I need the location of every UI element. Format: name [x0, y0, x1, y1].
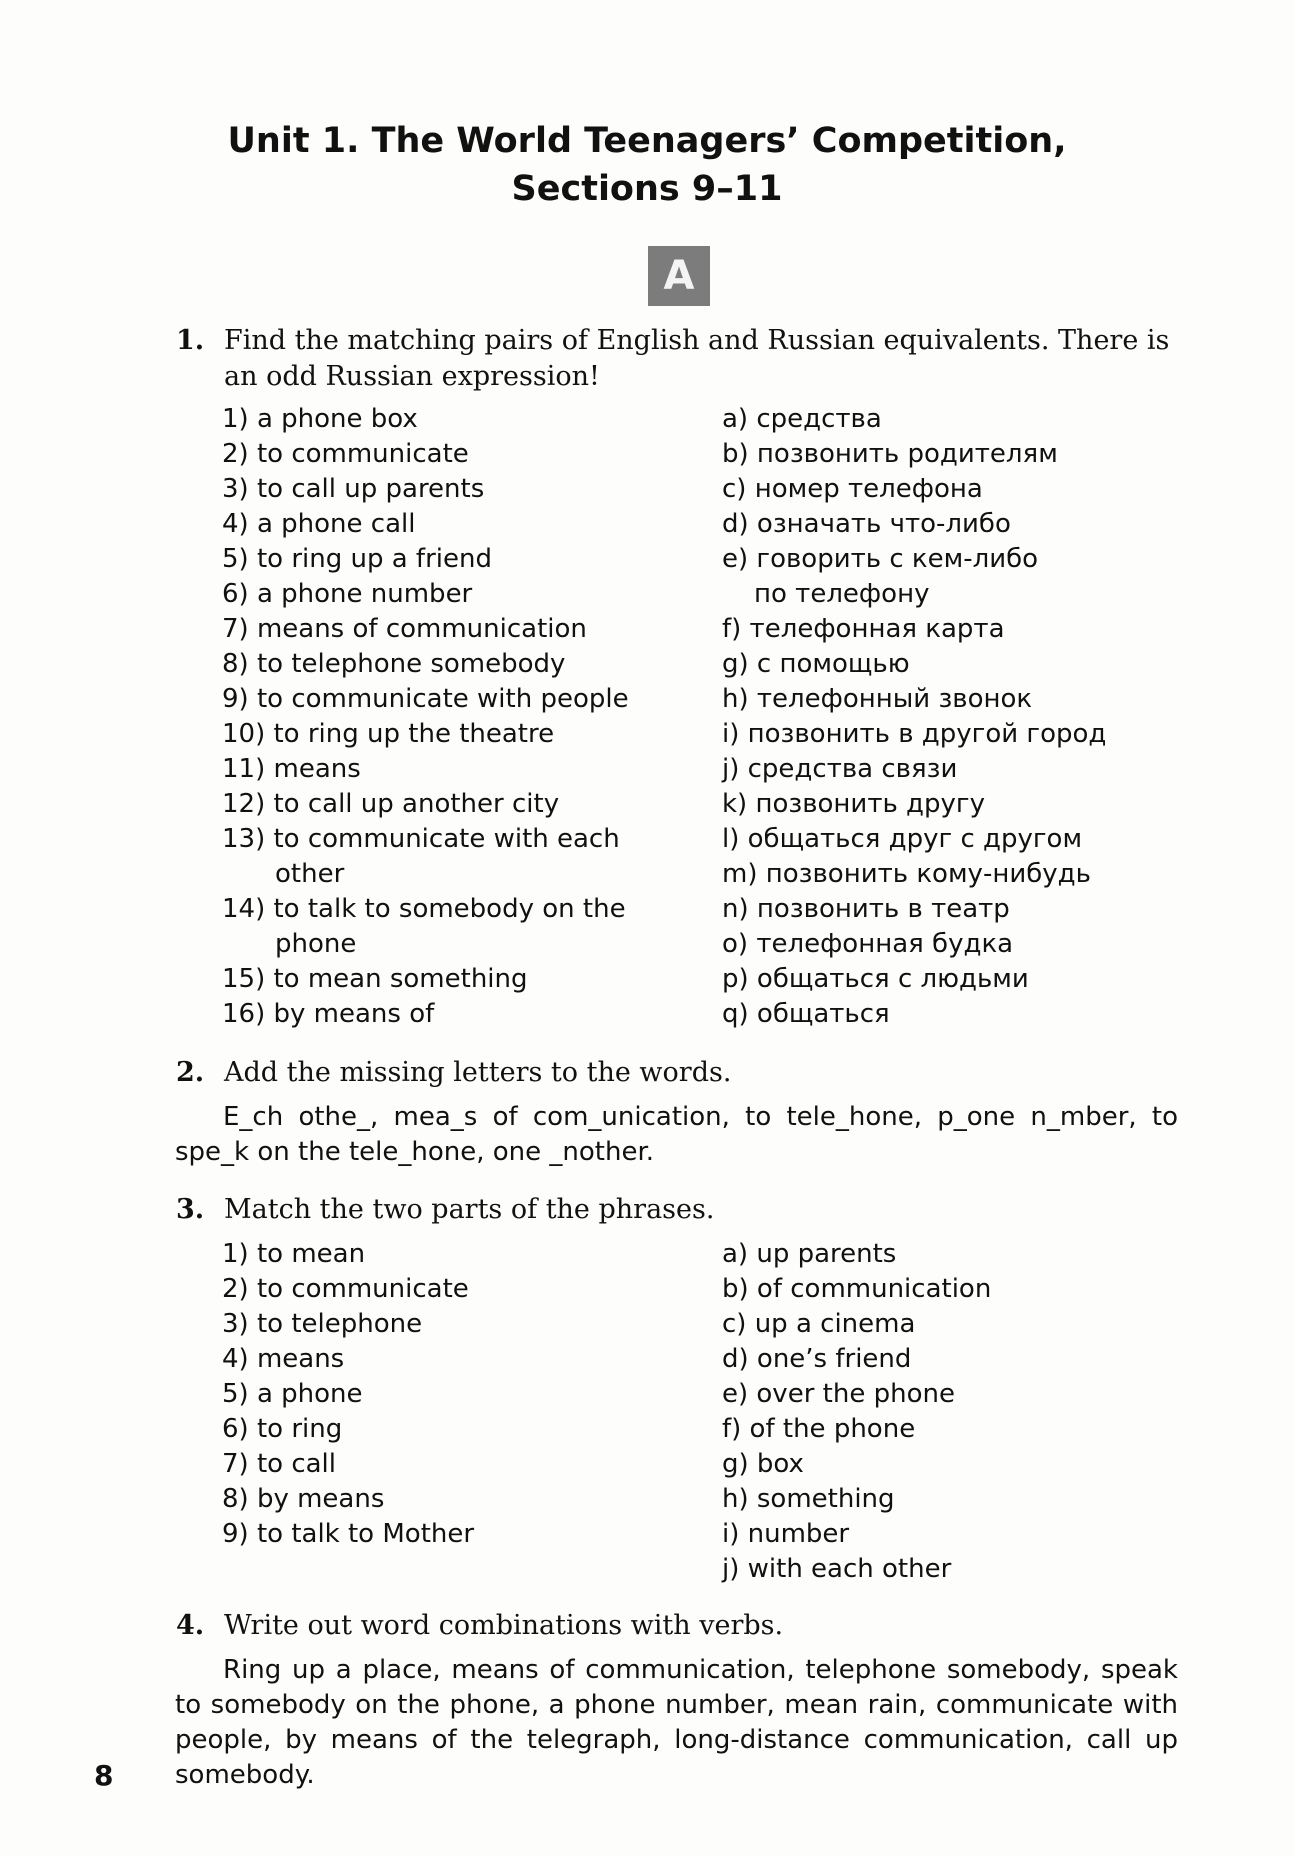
- list-item: q) общаться: [722, 999, 890, 1029]
- list-item: d) означать что-либо: [722, 509, 1011, 539]
- ex4-number: 4.: [176, 1610, 205, 1641]
- list-item: m) позвонить кому-нибудь: [722, 859, 1091, 889]
- ex4-text: Ring up a place, means of communication, telephone somebody, speak to somebody on the phone, a phone number, mean rain, communicate with people, by means of the telegraph, long-distance communication, call up somebody.: [175, 1655, 1178, 1790]
- list-item: i) number: [722, 1519, 850, 1549]
- list-item: 10) to ring up the theatre: [222, 719, 555, 749]
- list-item: b) of communication: [722, 1274, 992, 1304]
- list-item: j) средства связи: [722, 754, 958, 784]
- list-item: c) up a cinema: [722, 1309, 916, 1339]
- list-item: 8) by means: [222, 1484, 385, 1514]
- list-item: 6) a phone number: [222, 579, 473, 609]
- list-item-continuation: по телефону: [754, 579, 930, 609]
- list-item-continuation: other: [275, 859, 345, 889]
- list-item: f) телефонная карта: [722, 614, 1005, 644]
- list-item: 14) to talk to somebody on the: [222, 894, 626, 924]
- list-item-continuation: phone: [275, 929, 357, 959]
- list-item: 15) to mean something: [222, 964, 528, 994]
- ex4-instruction: Write out word combinations with verbs.: [224, 1610, 784, 1641]
- unit-title-line2: Sections 9–11: [511, 169, 783, 209]
- list-item: 8) to telephone somebody: [222, 649, 566, 679]
- ex2-number: 2.: [176, 1057, 205, 1088]
- list-item: 9) to talk to Mother: [222, 1519, 475, 1549]
- ex3-instruction: Match the two parts of the phrases.: [224, 1194, 715, 1225]
- list-item: j) with each other: [722, 1554, 952, 1584]
- list-item: e) over the phone: [722, 1379, 955, 1409]
- list-item: 4) means: [222, 1344, 345, 1374]
- list-item: e) говорить с кем-либо: [722, 544, 1039, 574]
- list-item: h) телефонный звонок: [722, 684, 1033, 714]
- list-item: 1) a phone box: [222, 404, 418, 434]
- section-letter-badge: [648, 246, 710, 306]
- list-item: 16) by means of: [222, 999, 435, 1029]
- list-item: g) с помощью: [722, 649, 910, 679]
- list-item: k) позвонить другу: [722, 789, 985, 819]
- ex1-number: 1.: [176, 325, 205, 356]
- list-item: 2) to communicate: [222, 439, 469, 469]
- list-item: 9) to communicate with people: [222, 684, 629, 714]
- list-item: 3) to call up parents: [222, 474, 485, 504]
- list-item: 7) to call: [222, 1449, 336, 1479]
- ex3-number: 3.: [176, 1194, 205, 1225]
- list-item: c) номер телефона: [722, 474, 983, 504]
- ex2-instruction: Add the missing letters to the words.: [224, 1057, 732, 1088]
- list-item: 6) to ring: [222, 1414, 343, 1444]
- list-item: 12) to call up another city: [222, 789, 560, 819]
- unit-title-line1: Unit 1. The World Teenagers’ Competition,: [227, 121, 1067, 161]
- list-item: h) something: [722, 1484, 895, 1514]
- list-item: 7) means of communication: [222, 614, 587, 644]
- page-number: 8: [94, 1759, 114, 1792]
- list-item: a) up parents: [722, 1239, 897, 1269]
- list-item: a) средства: [722, 404, 882, 434]
- list-item: 4) a phone call: [222, 509, 416, 539]
- list-item: n) позвонить в театр: [722, 894, 1010, 924]
- list-item: o) телефонная будка: [722, 929, 1014, 959]
- ex2-text: E_ch othe_, mea_s of com_unication, to tele_hone, p_one n_mber, to spe_k on the tele_hone, one _nother.: [175, 1102, 1178, 1167]
- list-item: 1) to mean: [222, 1239, 366, 1269]
- list-item: l) общаться друг с другом: [722, 824, 1083, 854]
- list-item: f) of the phone: [722, 1414, 916, 1444]
- list-item: d) one’s friend: [722, 1344, 912, 1374]
- list-item: i) позвонить в другой город: [722, 719, 1107, 749]
- list-item: 5) to ring up a friend: [222, 544, 492, 574]
- list-item: 13) to communicate with each: [222, 824, 620, 854]
- list-item: g) box: [722, 1449, 804, 1479]
- list-item: 3) to telephone: [222, 1309, 423, 1339]
- list-item: 5) a phone: [222, 1379, 363, 1409]
- list-item: 11) means: [222, 754, 361, 784]
- section-letter: A: [663, 253, 695, 299]
- list-item: p) общаться с людьми: [722, 964, 1029, 994]
- list-item: b) позвонить родителям: [722, 439, 1058, 469]
- list-item: 2) to communicate: [222, 1274, 469, 1304]
- ex1-instruction: Find the matching pairs of English and Russian equivalents. There is an odd Russian expression!: [224, 325, 1170, 392]
